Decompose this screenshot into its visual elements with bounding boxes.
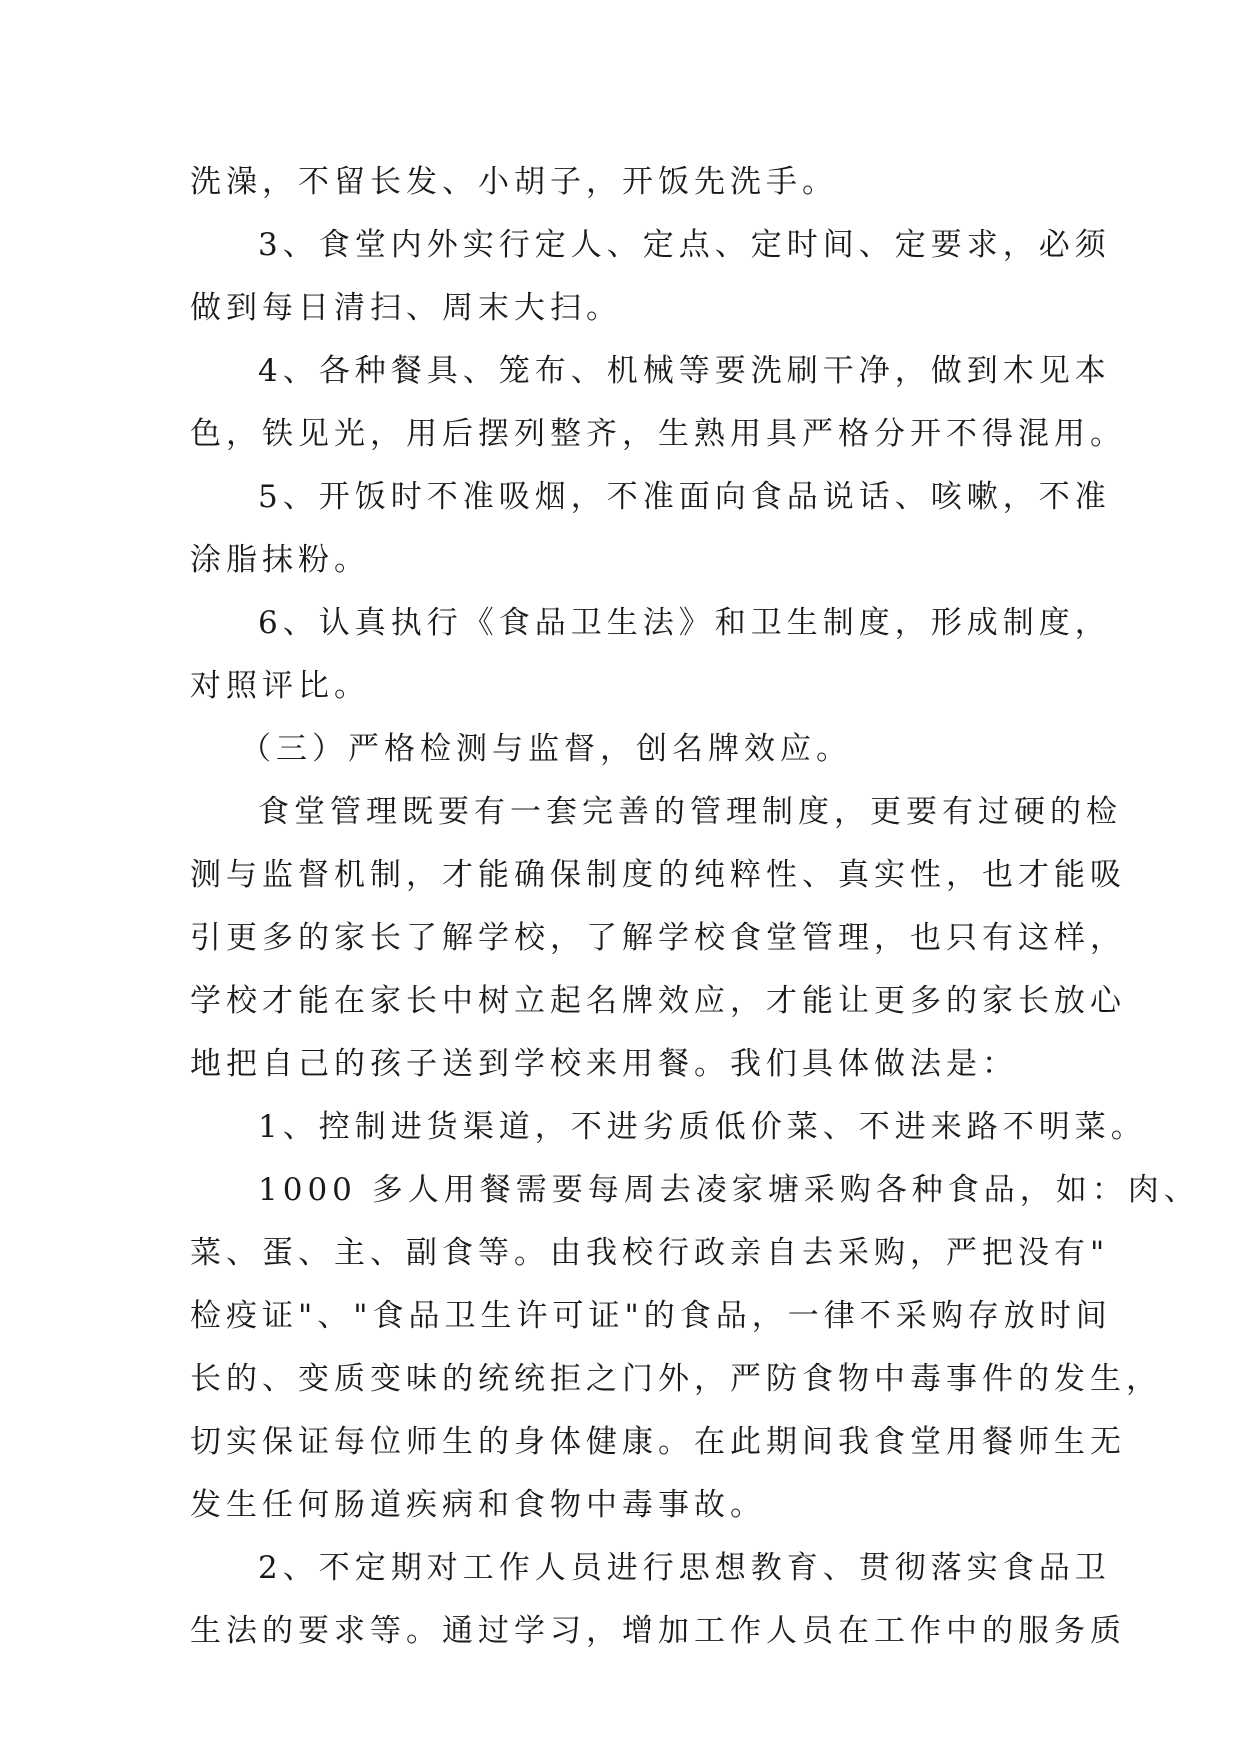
paragraph-line: 学校才能在家长中树立起名牌效应，才能让更多的家长放心 <box>190 983 1126 1019</box>
paragraph-line: 测与监督机制，才能确保制度的纯粹性、真实性，也才能吸 <box>190 857 1126 893</box>
list-item-6-line-1: 6、认真执行《食品卫生法》和卫生制度，形成制度， <box>258 605 1111 641</box>
list-item-3-line-2: 做到每日清扫、周末大扫。 <box>190 290 622 326</box>
section-heading: （三）严格检测与监督，创名牌效应。 <box>240 731 852 767</box>
paragraph-line: 菜、蛋、主、副食等。由我校行政亲自去采购，严把没有" <box>190 1235 1110 1271</box>
paragraph-line: 长的、变质变味的统统拒之门外，严防食物中毒事件的发生， <box>190 1361 1162 1397</box>
list-item-4-line-2: 色，铁见光，用后摆列整齐，生熟用具严格分开不得混用。 <box>190 416 1126 452</box>
list-item-6-line-2: 对照评比。 <box>190 668 370 704</box>
paragraph-line: 地把自己的孩子送到学校来用餐。我们具体做法是： <box>190 1046 1018 1082</box>
paragraph-line: 1000 多人用餐需要每周去凌家塘采购各种食品，如：肉、 <box>258 1172 1200 1208</box>
list-item-5-line-1: 5、开饭时不准吸烟，不准面向食品说话、咳嗽，不准 <box>258 479 1111 515</box>
list-item-3-line-1: 3、食堂内外实行定人、定点、定时间、定要求，必须 <box>258 227 1111 263</box>
list-item-5-line-2: 涂脂抹粉。 <box>190 542 370 578</box>
paragraph-line: 检疫证"、"食品卫生许可证"的食品，一律不采购存放时间 <box>190 1298 1112 1334</box>
paragraph-line: 食堂管理既要有一套完善的管理制度，更要有过硬的检 <box>258 794 1122 830</box>
list-item-1-line: 1、控制进货渠道，不进劣质低价菜、不进来路不明菜。 <box>258 1109 1147 1145</box>
paragraph-line: 切实保证每位师生的身体健康。在此期间我食堂用餐师生无 <box>190 1424 1126 1460</box>
list-item-4-line-1: 4、各种餐具、笼布、机械等要洗刷干净，做到木见本 <box>258 353 1111 389</box>
paragraph-line: 发生任何肠道疾病和食物中毒事故。 <box>190 1487 766 1523</box>
list-item-2-line-2: 生法的要求等。通过学习，增加工作人员在工作中的服务质 <box>190 1613 1126 1649</box>
body-text-line: 洗澡，不留长发、小胡子，开饭先洗手。 <box>190 164 838 200</box>
paragraph-line: 引更多的家长了解学校，了解学校食堂管理，也只有这样， <box>190 920 1126 956</box>
list-item-2-line-1: 2、不定期对工作人员进行思想教育、贯彻落实食品卫 <box>258 1550 1111 1586</box>
